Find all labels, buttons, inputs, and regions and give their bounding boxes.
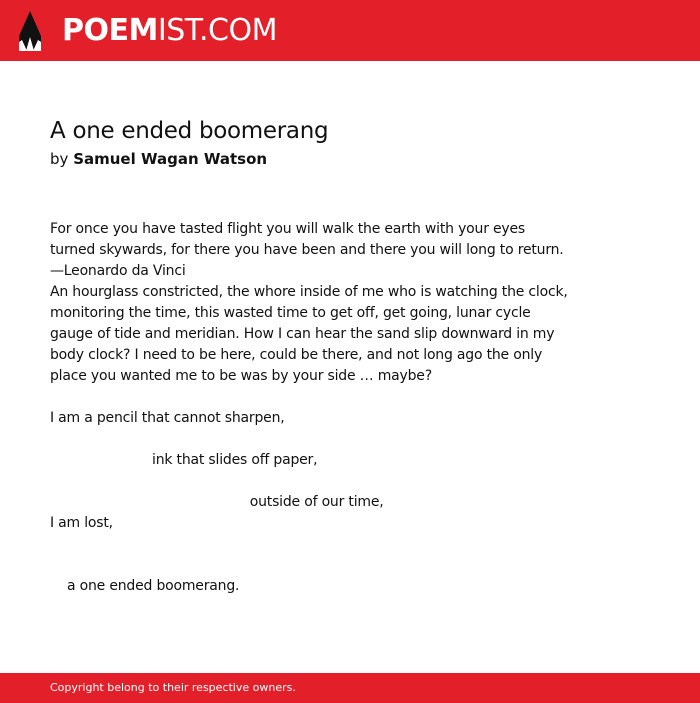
- poem-byline: [50, 148, 267, 170]
- poem-line: —Leonardo da Vinci: [50, 263, 186, 279]
- poem-line: [50, 471, 610, 492]
- poem-line: For once you have tasted flight you will walk the earth with your eyes: [50, 221, 526, 237]
- poem-line: a one ended boomerang.: [50, 578, 240, 594]
- poem-line: outside of our time,: [50, 494, 384, 510]
- poem-title: A one ended boomerang: [50, 118, 329, 144]
- poem-line: gauge of tide and meridian. How I can hear the sand slip downward in my: [50, 326, 555, 342]
- poem-line: body clock? I need to be here, could be there, and not long ago the only: [50, 347, 543, 363]
- poem-line: I am lost,: [50, 515, 113, 531]
- poem-line: [50, 555, 610, 576]
- poem-line: place you wanted me to be was by your side … maybe?: [50, 368, 432, 384]
- poem-line: [50, 429, 610, 450]
- byline-prefix: by: [50, 150, 69, 168]
- poem-line: [50, 387, 610, 408]
- poem-line: ink that slides off paper,: [50, 452, 318, 468]
- site-header: [0, 0, 700, 61]
- poem-body: [50, 219, 610, 597]
- copyright-text: Copyright belong to their respective owners.: [50, 681, 296, 694]
- poem-author[interactable]: Samuel Wagan Watson: [73, 150, 268, 168]
- poem-line: turned skywards, for there you have been and there you will long to return.: [50, 242, 564, 258]
- logo-light-text: IST.COM: [157, 13, 277, 48]
- poem-line: [50, 534, 610, 555]
- poem-line: An hourglass constricted, the whore inside of me who is watching the clock,: [50, 284, 568, 300]
- logo-bold-text: POEM: [62, 13, 158, 48]
- poem-line: monitoring the time, this wasted time to get off, get going, lunar cycle: [50, 305, 531, 321]
- pencil-icon[interactable]: [18, 10, 42, 52]
- poem-line: I am a pencil that cannot sharpen,: [50, 410, 285, 426]
- site-logo[interactable]: [62, 11, 277, 51]
- site-footer: [0, 673, 700, 703]
